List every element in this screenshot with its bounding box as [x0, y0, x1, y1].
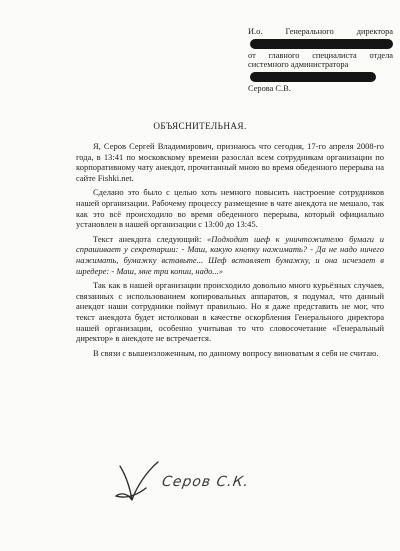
paragraph-reason: Сделано это было с целью хоть немного повысить настроение сотрудников нашей организации. Рабочему процессу размещение в чате анекдота не мешало, так как это всё происходило во время обеденного перерыва, который официально установлен в нашей организации с 13:00 до 13:45.	[76, 187, 384, 230]
redacted-name-bar	[250, 39, 393, 49]
sender-position-line: от главного специалиста отдела	[248, 50, 393, 60]
joke-intro: Текст анекдота следующий:	[93, 233, 208, 244]
signature	[112, 458, 312, 508]
document-body	[76, 141, 384, 362]
signature-name: Серов С.К.	[160, 474, 251, 490]
addressee-block	[248, 27, 393, 93]
redacted-text-bar	[250, 72, 376, 82]
addressee-line: И.о. Генерального директора	[248, 27, 393, 36]
paragraph-conclusion: В связи с вышеизложенным, по данному вопросу виноватым я себя не считаю.	[93, 347, 379, 358]
paragraph-explanation: Так как в нашей организации происходило довольно много курьёзных случаев, связанных с использованием копировальных аппаратов, я подумал, что данный анекдот наши сотрудники поймут правильно. Но я даже представить не мог, что текст анекдота будет истолкован в качестве оскорбления Генерального директора нашей организации, особенно учитывая то что словосочетание «Генеральный директор» в анекдоте не встречается.	[76, 280, 384, 344]
paragraph-joke-text	[76, 234, 384, 276]
sender-name-line: Серова С.В.	[248, 83, 291, 93]
sender-department-line: системного администратора	[248, 60, 349, 70]
paragraph-confession: Я, Серов Сергей Владимирович, признаюсь что сегодня, 17-го апреля 2008-го года, в 13:41 по московскому времени разослал всем сотрудникам организации по корпоративному чату анекдот, прочитанный мною во время обеденного перерыва на сайте Fishki.net.	[76, 141, 384, 183]
joke-quote: «Подходит шеф к уничтожителю бумаги и спрашивает у секретарши: - Маш, какую кнопку нажимать? - Да не надо ничего нажимать, бумажку вставьте... Шеф вставляет бумажку, и она исчезает в шредере: - Маш, мне три копии, надо...»	[76, 233, 384, 276]
document-title: ОБЪЯСНИТЕЛЬНАЯ.	[153, 121, 247, 131]
